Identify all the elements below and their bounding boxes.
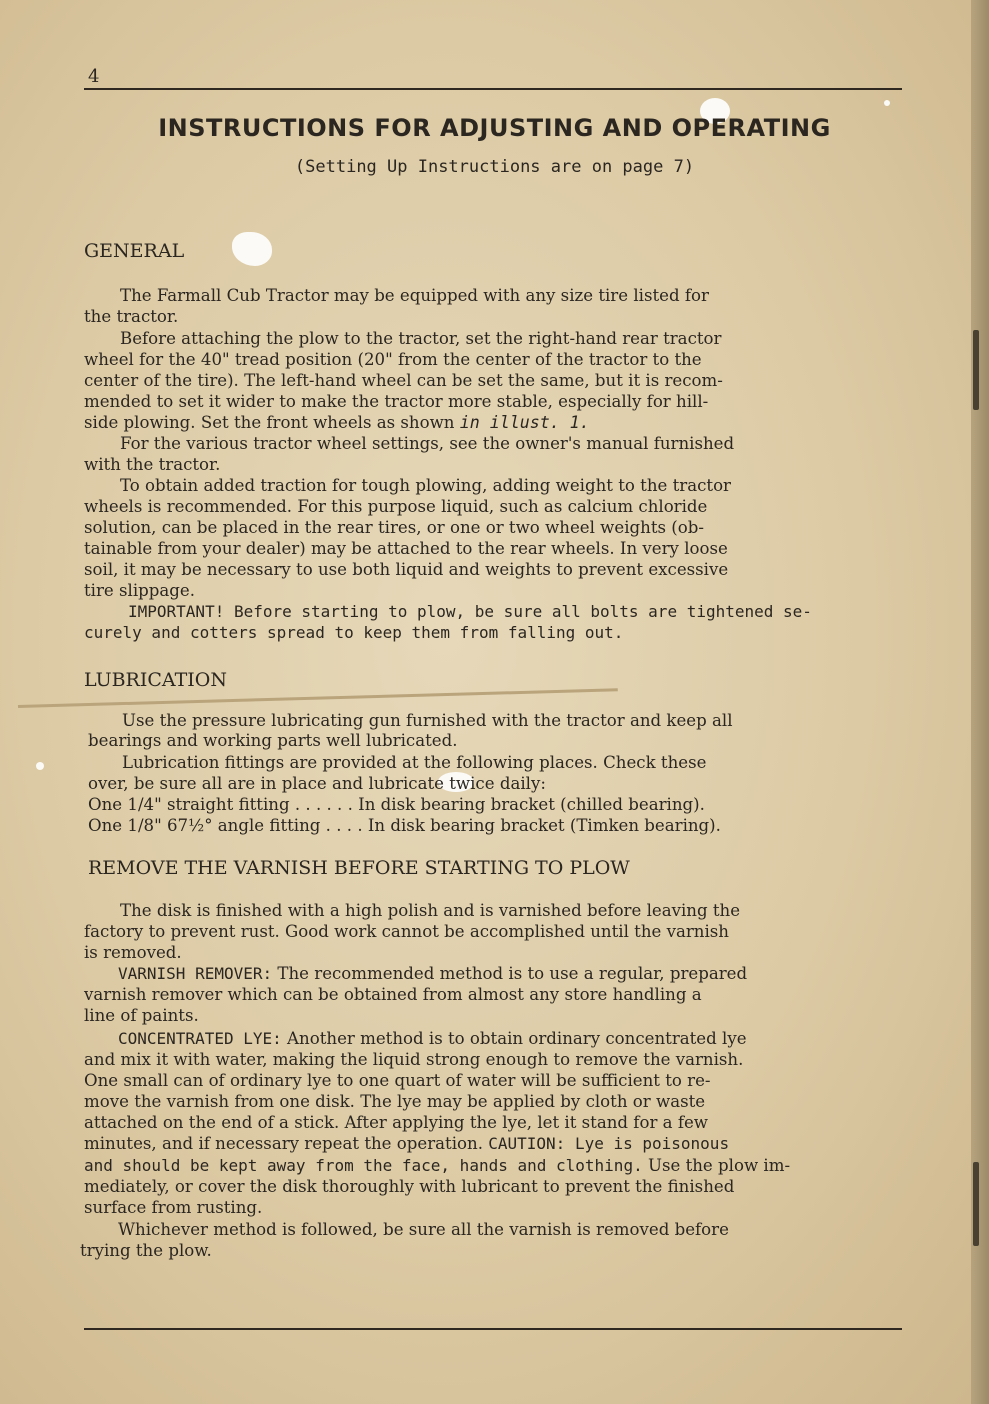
text-line: mediately, or cover the disk thoroughly with lubricant to prevent the finished — [84, 1177, 735, 1196]
text-span: side plowing. Set the front wheels as shown — [84, 413, 455, 432]
text-span: The recommended method is to use a regular, prepared — [277, 964, 748, 983]
text-line — [84, 1155, 790, 1176]
caution-note: CAUTION: Lye is poisonous — [488, 1134, 730, 1153]
text-line: The Farmall Cub Tractor may be equipped with any size tire listed for — [120, 286, 709, 305]
text-line: move the varnish from one disk. The lye may be applied by cloth or waste — [84, 1092, 706, 1111]
text-line: Use the pressure lubricating gun furnished with the tractor and keep all — [122, 711, 733, 730]
section-heading-varnish: REMOVE THE VARNISH BEFORE STARTING TO PLOW — [88, 857, 630, 879]
caution-note: and should be kept away from the face, hands and clothing. — [84, 1156, 643, 1175]
text-span: Use the plow im- — [647, 1156, 791, 1175]
text-line — [84, 412, 590, 433]
important-note: IMPORTANT! Before starting to plow, be sure all bolts are tightened se- — [128, 602, 812, 621]
paper-hole — [884, 100, 890, 106]
text-line: solution, can be placed in the rear tires, or one or two wheel weights (ob- — [84, 518, 704, 537]
section-heading-general: GENERAL — [84, 240, 185, 262]
text-span: minutes, and if necessary repeat the operation. — [84, 1134, 483, 1153]
text-line: varnish remover which can be obtained from almost any store handling a — [84, 985, 702, 1004]
varnish-remover-label: VARNISH REMOVER: — [118, 964, 273, 983]
text-line: soil, it may be necessary to use both liquid and weights to prevent excessive — [84, 560, 729, 579]
fitting-row: One 1/4" straight fitting . . . . . . In disk bearing bracket (chilled bearing). — [88, 795, 705, 814]
text-line: is removed. — [84, 943, 182, 962]
top-rule — [84, 88, 902, 90]
text-line: bearings and working parts well lubricated. — [88, 731, 458, 750]
text-line — [118, 963, 747, 984]
bottom-rule — [84, 1328, 902, 1330]
page-title: INSTRUCTIONS FOR ADJUSTING AND OPERATING — [158, 114, 831, 142]
text-line: tire slippage. — [84, 581, 195, 600]
text-line: trying the plow. — [80, 1241, 212, 1260]
text-line: with the tractor. — [84, 455, 221, 474]
text-line: One small can of ordinary lye to one quart of water will be sufficient to re- — [84, 1071, 711, 1090]
concentrated-lye-label: CONCENTRATED LYE: — [118, 1029, 282, 1048]
text-line — [84, 1133, 729, 1154]
text-line: wheel for the 40" tread position (20" from the center of the tractor to the — [84, 350, 702, 369]
text-line: and mix it with water, making the liquid strong enough to remove the varnish. — [84, 1050, 744, 1069]
staple-bottom — [973, 1162, 979, 1246]
text-span: Another method is to obtain ordinary concentrated lye — [287, 1029, 747, 1048]
text-line: mended to set it wider to make the tractor more stable, especially for hill- — [84, 392, 709, 411]
text-line: factory to prevent rust. Good work cannot be accomplished until the varnish — [84, 922, 729, 941]
text-line: tainable from your dealer) may be attached to the rear wheels. In very loose — [84, 539, 728, 558]
text-line: To obtain added traction for tough plowing, adding weight to the tractor — [120, 476, 731, 495]
paper-hole — [36, 762, 44, 770]
illustration-reference: in illust. 1. — [459, 413, 590, 432]
text-line: the tractor. — [84, 307, 179, 326]
paper-hole — [232, 232, 272, 266]
text-line: For the various tractor wheel settings, see the owner's manual furnished — [120, 434, 735, 453]
section-heading-lubrication: LUBRICATION — [84, 669, 227, 691]
text-line: over, be sure all are in place and lubricate twice daily: — [88, 774, 546, 793]
text-line: wheels is recommended. For this purpose liquid, such as calcium chloride — [84, 497, 708, 516]
text-line — [118, 1028, 747, 1049]
page-subtitle: (Setting Up Instructions are on page 7) — [294, 157, 695, 177]
text-line: Lubrication fittings are provided at the following places. Check these — [122, 753, 707, 772]
text-line: attached on the end of a stick. After applying the lye, let it stand for a few — [84, 1113, 708, 1132]
paper-tear — [18, 688, 618, 708]
text-line: The disk is finished with a high polish and is varnished before leaving the — [120, 901, 741, 920]
page-number: 4 — [88, 66, 100, 87]
text-line: surface from rusting. — [84, 1198, 263, 1217]
staple-top — [973, 330, 979, 410]
text-line: center of the tire). The left-hand wheel can be set the same, but it is recom- — [84, 371, 723, 390]
text-line: Whichever method is followed, be sure all the varnish is removed before — [118, 1220, 729, 1239]
fitting-row: One 1/8" 67½° angle fitting . . . . In disk bearing bracket (Timken bearing). — [88, 816, 721, 835]
important-note: curely and cotters spread to keep them from falling out. — [84, 623, 624, 642]
text-line: Before attaching the plow to the tractor, set the right-hand rear tractor — [120, 329, 722, 348]
text-line: line of paints. — [84, 1006, 199, 1025]
